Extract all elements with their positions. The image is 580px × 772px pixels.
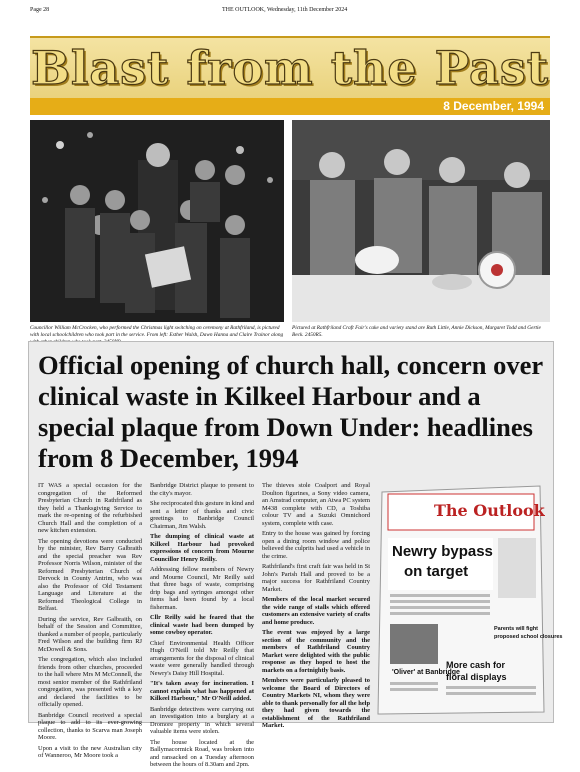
page-header [30,4,550,16]
paragraph: She reciprocated this gesture in kind and sent a letter of thanks and civic greetings to Banbridge Council Chairman, Jim Walsh. [150,500,254,530]
article-column-2 [150,482,254,772]
article-column-1 [38,482,142,763]
paragraph: The opening devotions were conducted by the minister, Rev Barry Galbraith and the special preacher was Rev Professor Norris Wilson, minister of the Reformed Presbyterian Church of Dervock in County Antrim, who was also the Professor of Old Testament Language and Literature at the Reformed Theological College in Belfast. [38,537,142,612]
paragraph: Rathfriland's first craft fair was held in St John's Parish Hall and proved to be a major success for Rathfriland Country Market. [262,563,370,593]
paragraph: Members of the local market secured the wide range of stalls which offered customers an extensive variety of crafts and home produce. [262,596,370,626]
paragraph: The thieves stole Coalport and Royal Doulton figurines, a Sony video camera, an Amstrad computer, an Atwa PC system M438 complete with CD, a Toshiba colour TV and a Suzuki Omnichord system, complete with case. [262,482,370,527]
photo-children-image [30,120,284,322]
paragraph: Addressing fellow members of Newry and Mourne Council, Mr Reilly said that three bags of waste, comprising drip bags and syringes amongst other items had been found by a local fisherman. [150,566,254,611]
paragraph: Cllr Reilly said he feared that the clinical waste had been dumped by some cowboy operator. [150,614,254,636]
section-title: Blast from the Past [31,41,549,95]
clipping-subhead-oliver: 'Oliver' at Banbridge [392,669,460,676]
paragraph: Upon a visit to the new Australian city of Wanneroo, Mr Moore took a [38,744,142,759]
paragraph: Entry to the house was gained by forcing open a dining room window and police believed the culprits had used a vehicle in the crime. [262,530,370,560]
photo-caption: Pictured at Rathfriland Craft Fair's cake and variety stand are Ruth Little, Annie Dickson, Margaret Todd and Gertie Beck. 2450R5. [292,325,541,338]
paragraph: Chief Environmental Health Officer Hugh O'Neill told Mr Reilly that arrangements for the disposal of clinical waste were generally handled through Newry's Daisy Hill Hospital. [150,639,254,677]
section-banner [30,36,550,100]
paragraph: IT WAS a special occasion for the congregation of the Reformed Presbyterian Church in Rathfriland as they held a Thanksgiving Service to mark the re-opening of the refurbished Church Hall and the completion of a new kitchen extension. [38,482,142,534]
clipping-headline-2a: More cash for [446,660,506,670]
paragraph: Banbridge Council received a special plaque to add to its ever-growing collection, thanks to Scarva man Joseph Moore. [38,711,142,741]
photo-craft-fair-image [292,120,550,322]
clipping-subhead-parents: Parents will fight [494,626,539,632]
paragraph: Banbridge detectives were carrying out an investigation into a burglary at a Dromore property in which several valuable items were stolen. [150,705,254,735]
page-number: Page 28 [30,7,50,13]
photo-children-group [30,120,284,322]
date-strip [30,98,550,115]
photo-craft-fair [292,120,550,322]
clipping-headline-1a: Newry bypass [392,543,493,560]
paragraph: Members were particularly pleased to welcome the Board of Directors of Country Markets NI, whom they were able to thank personally for all the help they had given towards the establishment of the Rathfriland Market. [262,677,370,729]
clipping-headline-2b: floral displays [446,672,507,682]
paragraph: "It's taken away for incineration. I cannot explain what has happened at Kilkeel Harbour," Mr O'Neill added. [150,680,254,702]
newspaper-clipping [376,484,563,716]
paragraph: During the service, Rev Galbraith, on behalf of the Session and Committee, thanked a number of people, particularly Fred Wilson and the building firm RJ McDowell & Sons. [38,615,142,653]
paragraph: Banbridge District plaque to present to the city's mayor. [150,482,254,497]
article-column-3 [262,482,370,733]
article-headline: Official opening of church hall, concern over clinical waste in Kilkeel Harbour and a special plaque from Down Under: headlines from 8 December, 1994 [38,350,543,473]
paragraph: The congregation, which also included friends from other churches, proceeded to the hall where Mrs M McConnell, the most senior member of the Rathfriland congregation, was presented with a key and declared the facilities to be officially opened. [38,656,142,708]
paragraph: The dumping of clinical waste at Kilkeel Harbour had provoked expressions of concern from Mourne Councillor Henry Reilly. [150,533,254,563]
paragraph: The house located at the Ballymacormick Road, was broken into and ransacked on a Tuesday afternoon between the hours of 8.30am and 2pm. [150,738,254,768]
clipping-subhead-parents-2: proposed school closures [494,634,563,640]
clipping-masthead: The Outlook [434,501,545,520]
paragraph: The event was enjoyed by a large section of the community and the members of Rathfriland Country Market were delighted with the public response as they hoped to host the markets on a fortnightly basis. [262,629,370,674]
issue-date: 8 December, 1994 [443,99,544,113]
clipping-image [376,484,563,716]
photo-caption: Councillor William McCrocken, who performed the Christmas light switching on ceremony at Rathfriland, is pictured with local schoolchildren who took part in the service. From left: Esther Walsh, Dawn Hanna and Claire Trainor along [30,325,284,338]
clipping-headline-1b: on target [404,563,469,580]
publication-line: THE OUTLOOK, Wednesday, 11th December 2024 [221,7,348,13]
